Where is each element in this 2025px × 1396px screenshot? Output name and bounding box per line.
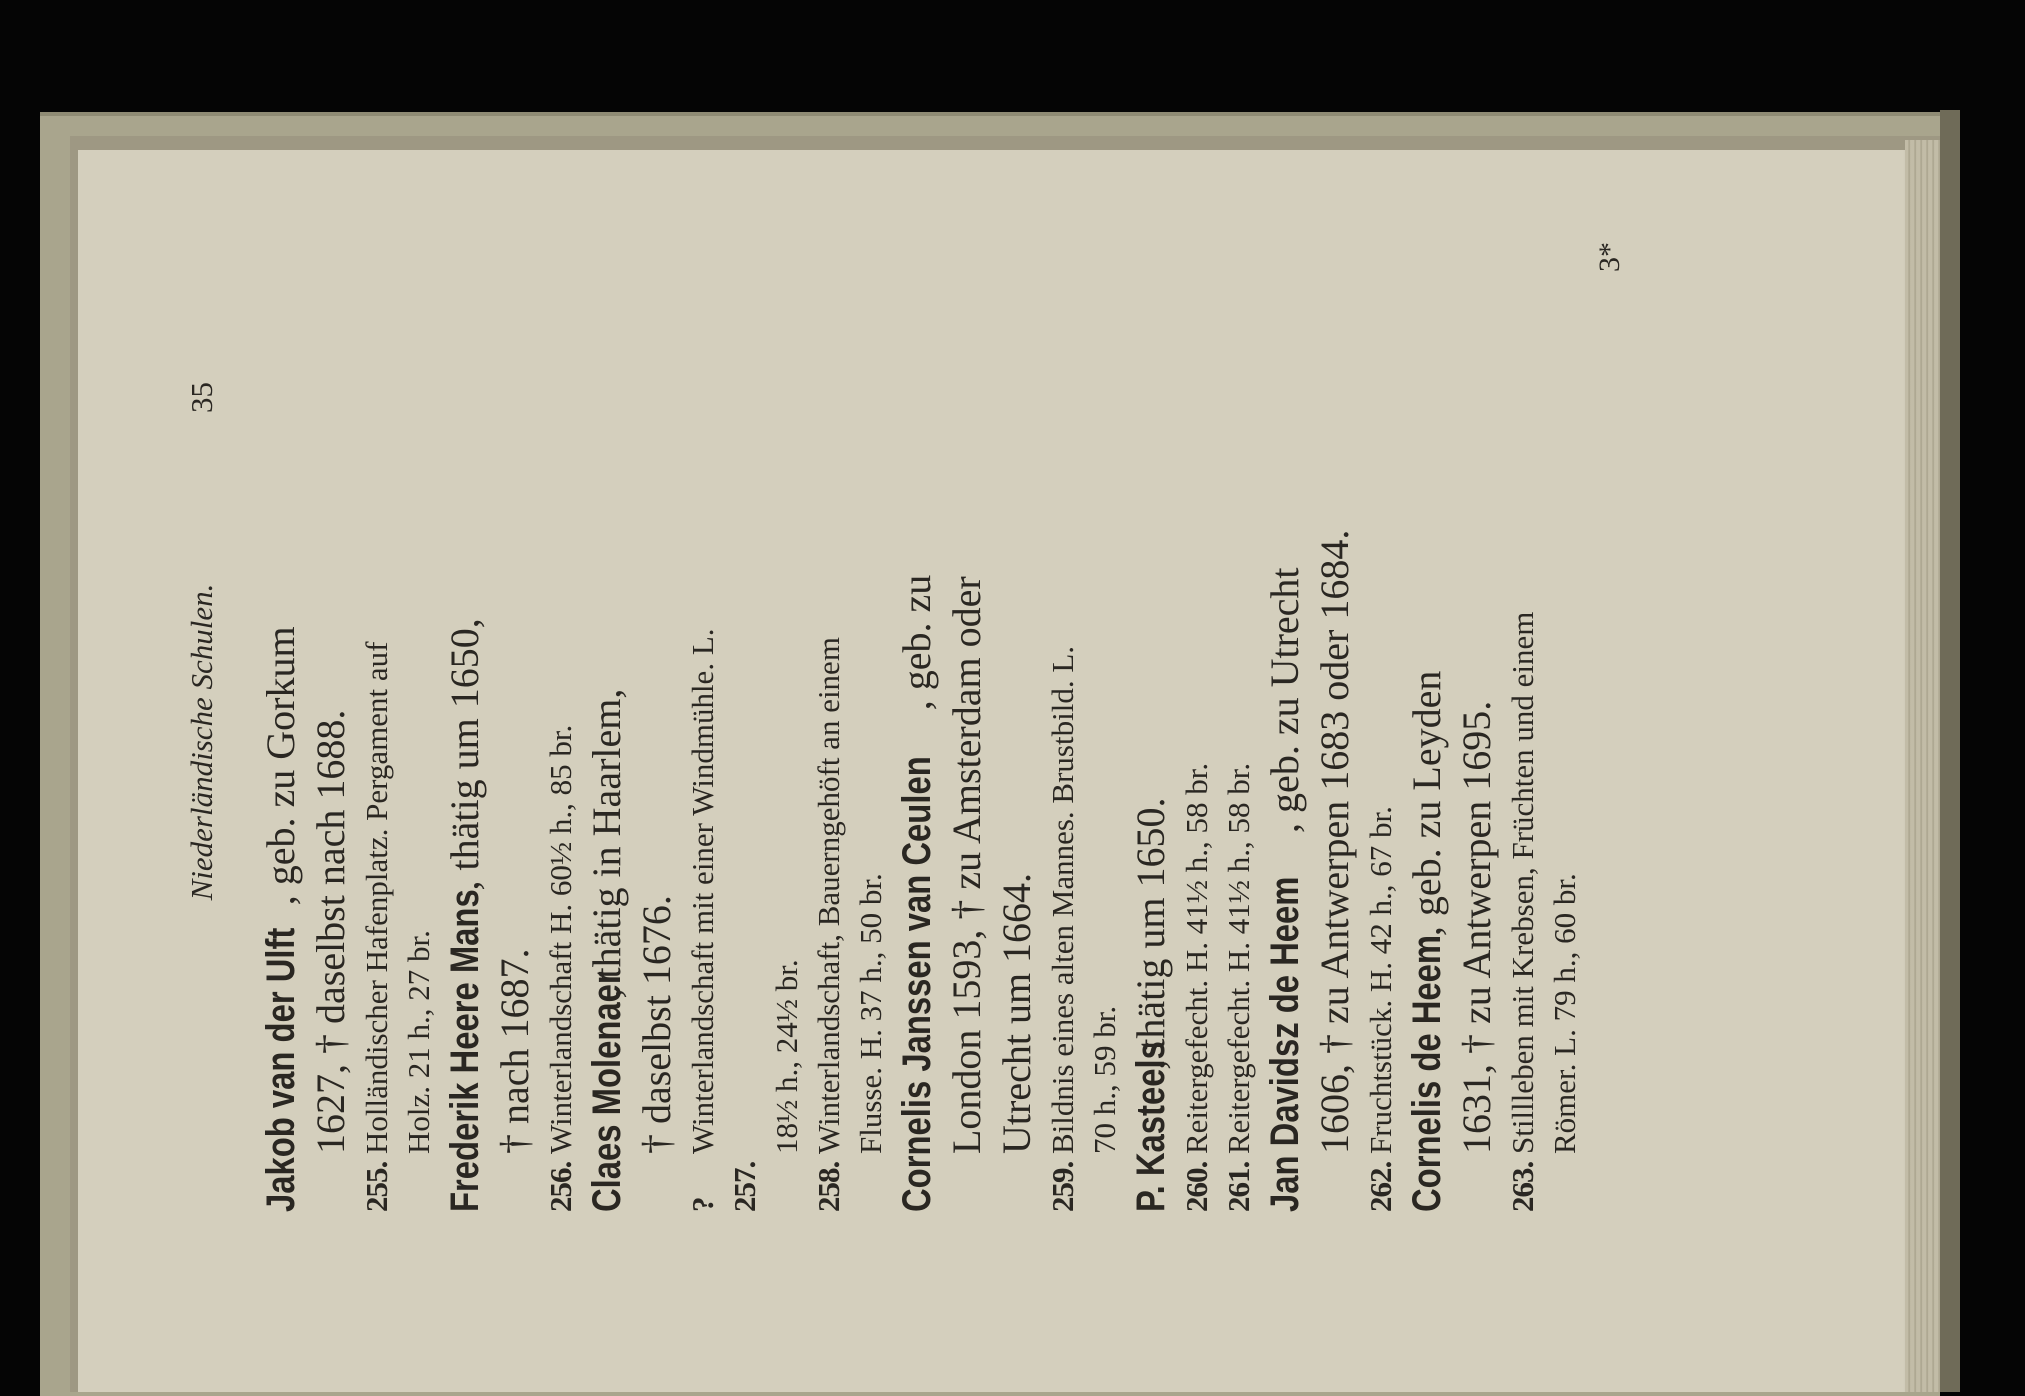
running-header: [180, 382, 224, 1212]
artist-name: Jan Davidsz de Heem: [1263, 876, 1307, 1212]
catalogue-item: [1042, 382, 1084, 1212]
artist-info: , geb. zu Utrecht: [1262, 567, 1307, 833]
running-title: Niederländische Schulen.: [184, 583, 219, 901]
item-description-continued: 18½ h., 24½ br.: [769, 959, 804, 1154]
item-description: Fruchtstück. H. 42 h., 67 br.: [1363, 806, 1398, 1154]
signature-mark: [1586, 242, 1626, 1212]
artist-name: Jakob van der Ulft: [259, 927, 303, 1212]
artist-info-continued: 1627, † daselbst nach 1688.: [308, 709, 353, 1154]
artist-info-continued: 1606, † zu Antwerpen 1683 oder 1684.: [1312, 529, 1357, 1154]
item-description: Reitergefecht. H. 41½ h., 58 br.: [1179, 762, 1214, 1154]
catalogue-item: [1502, 382, 1544, 1212]
item-number: 255.: [359, 1161, 394, 1212]
item-description-continued: Holz. 21 h., 27 br.: [401, 930, 436, 1154]
catalogue-body: [256, 242, 1626, 1212]
signature-text: 3*: [1593, 242, 1626, 272]
item-description: Winterlandschaft H. 60½ h., 85 br.: [543, 724, 578, 1154]
book-spine: [1940, 110, 1960, 1392]
item-number: 259.: [1045, 1161, 1080, 1212]
item-description: Stillleben mit Krebsen, Früchten und einem: [1505, 611, 1540, 1154]
item-description-continued: Römer. L. 79 h., 60 br.: [1547, 873, 1582, 1154]
artist-info: , geb. zu Leyden: [1404, 670, 1449, 937]
artist-name: Claes Molenaer: [585, 971, 629, 1212]
catalogue-item: [1176, 382, 1218, 1212]
page-edges: [1905, 140, 1940, 1392]
artist-info: , geb. zu: [894, 574, 939, 711]
catalogue-item: [808, 382, 850, 1212]
artist-info-continued: † daselbst 1676.: [634, 895, 679, 1154]
item-number: ?257.: [685, 1161, 762, 1212]
catalogue-item: [356, 382, 398, 1212]
artist-name: Cornelis de Heem: [1405, 934, 1449, 1212]
artist-name: Frederik Heere Mans: [443, 889, 487, 1212]
artist-heading: [1402, 382, 1452, 1212]
artist-info: , thätig um 1650.: [1128, 797, 1173, 1070]
item-description: Bildnis eines alten Mannes. Brustbild. L.: [1045, 645, 1080, 1154]
item-description-continued: 70 h., 59 br.: [1087, 1005, 1122, 1154]
page-text-block: [180, 242, 1740, 1212]
item-number: 263.: [1505, 1161, 1540, 1212]
artist-info: , thätig um 1650,: [442, 618, 487, 891]
catalogue-item: [540, 382, 582, 1212]
item-description: Winterlandschaft mit einer Windmühle. L.: [685, 628, 720, 1154]
item-number: 256.: [543, 1161, 578, 1212]
item-number: 260.: [1179, 1161, 1214, 1212]
artist-heading: [440, 382, 490, 1212]
catalogue-item: [682, 382, 766, 1212]
artist-info-continued: † nach 1687.: [492, 948, 537, 1154]
catalogue-item: [1360, 382, 1402, 1212]
artist-info: , thätig in Haarlem,: [584, 688, 629, 999]
artist-name: Cornelis Janssen van Ceulen: [895, 756, 939, 1212]
item-description: Holländischer Hafenplatz. Pergament auf: [359, 641, 394, 1154]
artist-heading: [256, 382, 306, 1212]
item-description: Reitergefecht. H. 41½ h., 58 br.: [1221, 762, 1256, 1154]
artist-info-continued: London 1593, † zu Amsterdam oder: [944, 576, 989, 1154]
item-number: 262.: [1363, 1161, 1398, 1212]
artist-info-continued: 1631, † zu Antwerpen 1695.: [1454, 700, 1499, 1154]
item-description: Winterlandschaft, Bauerngehöft an einem: [811, 637, 846, 1154]
artist-heading: [582, 382, 632, 1212]
artist-heading: [1126, 382, 1176, 1212]
item-number: 261.: [1221, 1161, 1256, 1212]
artist-heading: [892, 382, 942, 1212]
artist-info: , geb. zu Gorkum: [258, 626, 303, 906]
artist-info-continued: Utrecht um 1664.: [994, 872, 1039, 1154]
item-number: 258.: [811, 1161, 846, 1212]
page-number: 35: [184, 382, 219, 413]
artist-heading: [1260, 382, 1310, 1212]
item-description-continued: Flusse. H. 37 h., 50 br.: [853, 873, 888, 1154]
artist-name: P. Kasteels: [1129, 1041, 1173, 1212]
catalogue-item: [1218, 382, 1260, 1212]
